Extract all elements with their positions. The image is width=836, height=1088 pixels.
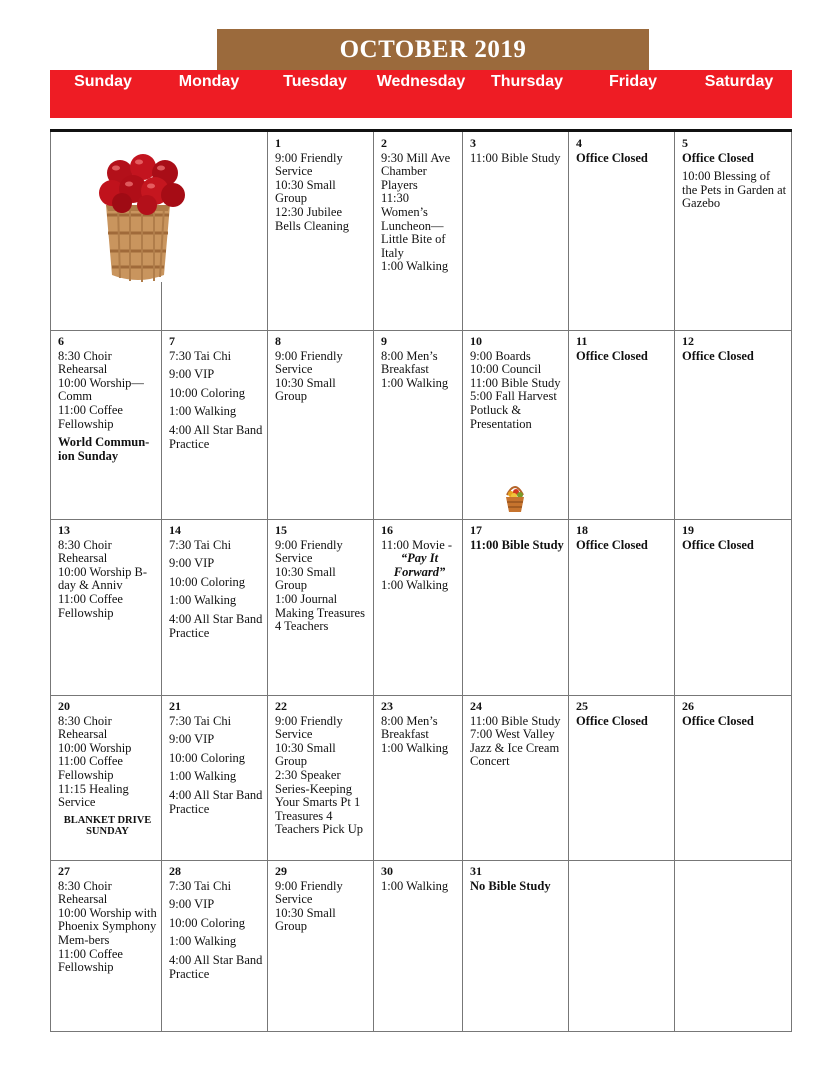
- day-cell-3: [462, 132, 568, 330]
- event-line: 10:00 Worship B-day & Anniv: [58, 564, 148, 593]
- day-number: 7: [169, 334, 175, 348]
- event-line: 8:30 Choir Rehearsal: [58, 537, 112, 566]
- day-cell-13: [50, 519, 161, 695]
- calendar-title-bar: [217, 29, 649, 70]
- event-line: 9:00 Boards: [470, 348, 531, 363]
- event-line: 7:00 West Valley Jazz & Ice Cream Concert: [470, 727, 560, 769]
- event-line: 9:00 VIP: [169, 367, 215, 382]
- day-number: 9: [381, 334, 387, 348]
- event-line: Office Closed: [576, 713, 648, 728]
- event-line: 11:15 Healing Service: [58, 781, 129, 810]
- day-number: 30: [381, 864, 393, 878]
- day-number: 18: [576, 523, 588, 537]
- day-number: 2: [381, 136, 387, 150]
- event-line: 10:00 Worship with Phoenix Symphony Mem-bers: [58, 905, 157, 947]
- day-cell-2: [373, 132, 462, 330]
- day-number: 4: [576, 136, 582, 150]
- event-line: 10:00 Worship—Comm: [58, 375, 144, 404]
- calendar-title: OCTOBER 2019: [339, 35, 527, 63]
- event-line: 8:30 Choir Rehearsal: [58, 348, 112, 377]
- event-line: 1:00 Walking: [381, 259, 449, 274]
- weekday-saturday: Saturday: [704, 73, 774, 90]
- day-number: 25: [576, 699, 588, 713]
- day-number: 1: [275, 136, 281, 150]
- event-line: 1:00 Walking: [381, 375, 449, 390]
- day-cell-27: [50, 860, 161, 1032]
- event-line: 7:30 Tai Chi: [169, 713, 232, 728]
- event-line: 9:30 Mill Ave Chamber Players: [381, 150, 451, 192]
- event-line: 11:00 Bible Study: [470, 537, 564, 552]
- weekday-header: [50, 70, 792, 118]
- event-line: “Pay It Forward”: [393, 551, 446, 579]
- event-line: 10:30 Small Group: [275, 905, 336, 934]
- day-number: 21: [169, 699, 181, 713]
- day-cell-19: [674, 519, 792, 695]
- event-line: 1:00 Walking: [169, 934, 237, 949]
- day-cell-26: [674, 695, 792, 860]
- day-cell-1: [267, 132, 373, 330]
- event-line: Office Closed: [682, 150, 754, 165]
- event-line: 8:00 Men’s Breakfast: [381, 713, 438, 742]
- day-number: 5: [682, 136, 688, 150]
- event-line: 8:00 Men’s Breakfast: [381, 348, 438, 377]
- event-line: 11:00 Coffee Fellowship: [58, 754, 123, 782]
- weekday-friday: Friday: [608, 73, 657, 90]
- harvest-basket-icon: [503, 479, 527, 515]
- event-line: 11:30 Women’s Luncheon—Little Bite of Italy: [381, 191, 446, 260]
- event-line: 11:00 Coffee Fellowship: [58, 591, 123, 620]
- event-line: 10:00 Coloring: [169, 574, 246, 589]
- day-cell-7: [161, 330, 267, 519]
- day-cell-14: [161, 519, 267, 695]
- event-line: 1:00 Walking: [169, 404, 237, 419]
- day-cell-24: [462, 695, 568, 860]
- event-line: 9:00 VIP: [169, 556, 215, 571]
- weekday-wednesday: Wednesday: [376, 73, 466, 90]
- event-line: 7:30 Tai Chi: [169, 348, 232, 363]
- event-line: 1:00 Walking: [169, 769, 237, 784]
- day-number: 6: [58, 334, 64, 348]
- day-number: 19: [682, 523, 694, 537]
- day-cell-20: [50, 695, 161, 860]
- event-line: 11:00 Coffee Fellowship: [58, 402, 123, 431]
- day-cell-28: [161, 860, 267, 1032]
- event-line: 10:30 Small Group: [275, 564, 336, 593]
- day-cell-22: [267, 695, 373, 860]
- day-cell-4: [568, 132, 674, 330]
- day-cell-11: [568, 330, 674, 519]
- event-line: 11:00 Coffee Fellowship: [58, 946, 123, 975]
- day-cell-8: [267, 330, 373, 519]
- event-line: Office Closed: [576, 537, 648, 552]
- event-line: 9:00 Friendly Service: [275, 537, 343, 566]
- event-line: 10:30 Small Group: [275, 375, 336, 404]
- day-number: 8: [275, 334, 281, 348]
- weekday-monday: Monday: [178, 73, 240, 90]
- day-number: 22: [275, 699, 287, 713]
- day-cell-16: [373, 519, 462, 695]
- day-cell-25: [568, 695, 674, 860]
- event-line: 4:00 All Star Band Practice: [169, 787, 263, 816]
- day-number: 20: [58, 699, 70, 713]
- apple-basket-icon: [58, 133, 218, 293]
- event-line: 1:00 Walking: [381, 878, 449, 893]
- day-number: 29: [275, 864, 287, 878]
- event-line: 4:00 All Star Band Practice: [169, 422, 263, 451]
- event-line: 10:00 Coloring: [169, 750, 246, 765]
- event-line: Office Closed: [682, 348, 754, 363]
- event-line: 9:00 VIP: [169, 732, 215, 747]
- day-cell-29: [267, 860, 373, 1032]
- event-line: 10:00 Coloring: [169, 915, 246, 930]
- day-number: 24: [470, 699, 482, 713]
- event-line: World Commun-ion Sunday: [58, 435, 150, 463]
- event-line: No Bible Study: [470, 878, 551, 893]
- day-cell-30: [373, 860, 462, 1032]
- day-number: 11: [576, 334, 588, 348]
- event-line: 7:30 Tai Chi: [169, 878, 232, 893]
- day-cell-12: [674, 330, 792, 519]
- event-line: 10:00 Blessing of the Pets in Garden at Gazebo: [682, 169, 787, 211]
- event-line: Office Closed: [682, 537, 754, 552]
- day-cell-17: [462, 519, 568, 695]
- day-cell-9: [373, 330, 462, 519]
- day-number: 23: [381, 699, 393, 713]
- day-cell-23: [373, 695, 462, 860]
- event-line: 4:00 All Star Band Practice: [169, 952, 263, 981]
- day-number: 10: [470, 334, 482, 348]
- day-number: 15: [275, 523, 287, 537]
- event-line: 10:00 Worship: [58, 740, 132, 755]
- event-line: 1:00 Walking: [381, 740, 449, 755]
- day-number: 3: [470, 136, 476, 150]
- event-line: 10:00 Coloring: [169, 385, 246, 400]
- day-number: 28: [169, 864, 181, 878]
- event-line: Office Closed: [682, 713, 754, 728]
- day-number: 14: [169, 523, 181, 537]
- event-line: 9:00 Friendly Service: [275, 348, 343, 377]
- event-line: 1:00 Walking: [381, 578, 449, 593]
- day-number: 12: [682, 334, 694, 348]
- day-number: 27: [58, 864, 70, 878]
- event-line: 7:30 Tai Chi: [169, 537, 232, 552]
- day-cell-6: [50, 330, 161, 519]
- day-number: 16: [381, 523, 393, 537]
- event-line: 9:00 Friendly Service: [275, 878, 343, 907]
- event-line: 1:00 Walking: [169, 593, 237, 608]
- event-line: 11:00 Bible Study: [470, 375, 561, 390]
- event-line: Office Closed: [576, 150, 648, 165]
- event-line: 11:00 Movie -: [381, 537, 453, 552]
- event-line: 9:00 Friendly Service: [275, 713, 343, 742]
- day-number: 17: [470, 523, 482, 537]
- weekday-sunday: Sunday: [74, 73, 132, 90]
- day-number: 31: [470, 864, 482, 878]
- weekday-thursday: Thursday: [490, 73, 563, 90]
- event-line: 2:30 Speaker Series-Keeping Your Smarts Pt 1: [275, 767, 361, 810]
- event-line: 8:30 Choir Rehearsal: [58, 713, 112, 742]
- event-line: 9:00 VIP: [169, 897, 215, 912]
- day-cell-5: [674, 132, 792, 330]
- event-line: 9:00 Friendly Service: [275, 150, 343, 179]
- event-line: 8:30 Choir Rehearsal: [58, 878, 112, 907]
- day-cell-21: [161, 695, 267, 860]
- day-cell-18: [568, 519, 674, 695]
- event-line: 1:00 Journal Making Treasures 4 Teachers: [275, 591, 365, 634]
- day-cell-15: [267, 519, 373, 695]
- event-line: 5:00 Fall Harvest Potluck & Presentation: [470, 389, 557, 431]
- event-line: 10:00 Council: [470, 362, 542, 377]
- event-line: 10:30 Small Group: [275, 740, 336, 769]
- day-number: 26: [682, 699, 694, 713]
- day-number: 13: [58, 523, 70, 537]
- event-line: Treasures 4 Teachers Pick Up: [275, 808, 363, 837]
- event-line: Office Closed: [576, 348, 648, 363]
- event-line: 10:30 Small Group: [275, 177, 336, 206]
- event-line: 11:00 Bible Study: [470, 150, 561, 165]
- day-cell-31: [462, 860, 568, 1032]
- event-line: 11:00 Bible Study: [470, 713, 561, 728]
- event-line: 4:00 All Star Band Practice: [169, 611, 263, 640]
- event-line: BLANKET DRIVE SUNDAY: [63, 814, 152, 837]
- weekday-tuesday: Tuesday: [283, 73, 347, 90]
- event-line: 12:30 Jubilee Bells Cleaning: [275, 204, 349, 233]
